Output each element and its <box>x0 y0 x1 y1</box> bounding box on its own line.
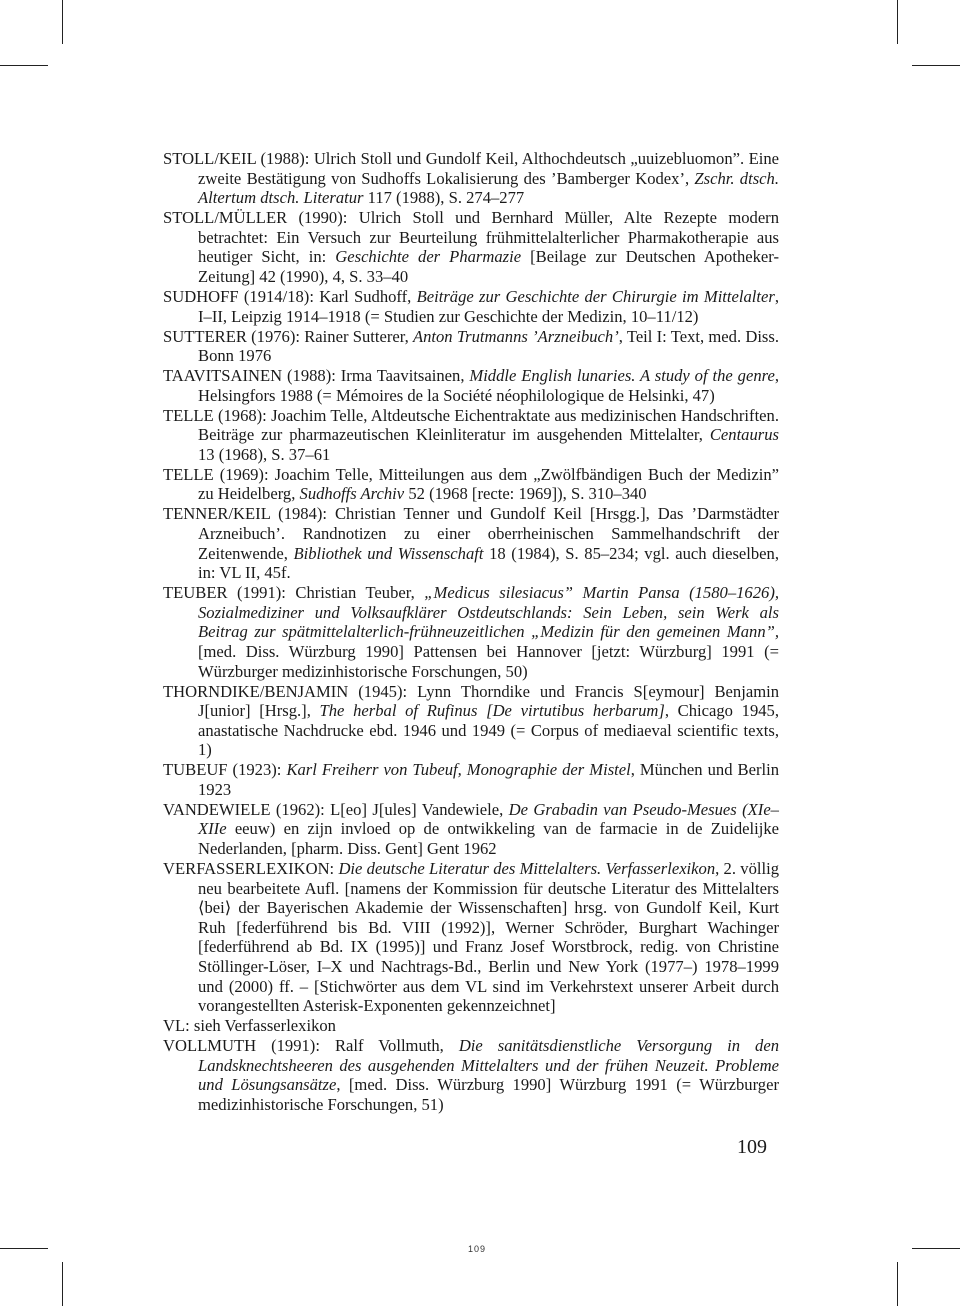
crop-mark <box>912 65 960 66</box>
bib-entry: VANDEWIELE (1962): L[eo] J[ules] Vandewiele, De Grabadin van Pseudo-Mesues (XIe–XIIe eeuw) en zijn invloed op de ontwikkeling van de farmacie in de Zuidelijke Nederlanden, [pharm. Diss. Gent] Gent 1962 <box>163 799 779 859</box>
bib-entry: VOLLMUTH (1991): Ralf Vollmuth, Die sanitätsdienstliche Versorgung in den Landsknechtsheeren des ausgehenden Mittelalters und der frühen Neuzeit. Probleme und Lösungsansätze, [med. Diss. Würzburg 1990] Würzburg 1991 (= Würzburger medizinhistorische Forschungen, 51) <box>163 1036 780 1114</box>
bib-entry: TELLE (1969): Joachim Telle, Mitteilungen aus dem „Zwölfbändigen Buch der Medizin” zu Heidelberg, Sudhoffs Archiv 52 (1968 [recte: 1969]), S. 310–340 <box>163 464 780 504</box>
bib-entry: SUDHOFF (1914/18): Karl Sudhoff, Beiträge zur Geschichte der Chirurgie im Mittelalter, I–II, Leipzig 1914–1918 (= Studien zur Geschichte der Medizin, 10–11/12) <box>163 286 779 326</box>
crop-mark <box>62 1262 63 1306</box>
crop-mark <box>897 0 898 44</box>
crop-mark <box>897 1262 898 1306</box>
bibliography <box>163 149 779 1115</box>
bib-entry: TENNER/KEIL (1984): Christian Tenner und Gundolf Keil [Hrsgg.], Das ’Darmstädter Arzneibuch’. Randnotizen zu einer oberrheinischen Sammelhandschrift der Zeitenwende, Bibliothek und Wissenschaft 18 (1984), S. 85–234; vgl. auch dieselben, in: VL II, 45f. <box>163 504 779 583</box>
bib-entry: VL: sieh Verfasserlexikon <box>163 1016 336 1036</box>
crop-mark <box>62 0 63 44</box>
bib-entry: THORNDIKE/BENJAMIN (1945): Lynn Thorndike und Francis S[eymour] Benjamin J[unior] [Hrsg.], The herbal of Rufinus [De virtutibus herbarum], Chicago 1945, anastatische Nachdrucke ebd. 1946 und 1949 (= Corpus of mediaeval scientific texts, 1) <box>163 681 780 760</box>
bib-entry: STOLL/MÜLLER (1990): Ulrich Stoll und Bernhard Müller, Alte Rezepte modern betrachtet: Ein Versuch zur Beurteilung frühmittelalterlicher Pharmakotherapie aus heutiger Sicht, in: Geschichte der Pharmazie [Beilage zur Deutschen Apotheker-Zeitung] 42 (1990), 4, S. 33–40 <box>163 208 780 286</box>
bib-entry: TELLE (1968): Joachim Telle, Altdeutsche Eichentraktate aus medizinischen Handschriften. Beiträge zur pharmazeutischen Kleinliteratur im ausgehenden Mittelalter, Centaurus 13 (1968), S. 37–61 <box>163 405 779 464</box>
bib-entry: STOLL/KEIL (1988): Ulrich Stoll und Gundolf Keil, Althochdeutsch „uuizebluomon”. Eine zweite Bestätigung von Sudhoffs Lokalisierung des ’Bamberger Kodex’, Zschr. dtsch. Altertum dtsch. Literatur 117 (1988), S. 274–277 <box>163 149 779 208</box>
crop-mark <box>912 1248 960 1249</box>
bib-entry: SUTTERER (1976): Rainer Sutterer, Anton Trutmanns ’Arzneibuch’, Teil I: Text, med. Diss. Bonn 1976 <box>163 326 779 366</box>
page-number: 109 <box>737 1136 767 1158</box>
bib-entry: TAAVITSAINEN (1988): Irma Taavitsainen, Middle English lunaries. A study of the genre, Helsingfors 1988 (= Mémoires de la Société néophilologique de Helsinki, 47) <box>163 366 779 405</box>
crop-mark <box>0 1248 48 1249</box>
bib-entry: TEUBER (1991): Christian Teuber, „Medicus silesiacus” Martin Pansa (1580–1626), Sozialmediziner und Volksaufklärer Ostdeutschlands: Sein Leben, sein Werk als Beitrag zur spätmittelalterlich-frühneuzeitlichen „Medizin für den gemeinen Mann”, [med. Diss. Würzburg 1990] Pattensen bei Hannover [jetzt: Würzburg] 1991 (= Würzburger medizinhistorische Forschungen, 50) <box>163 583 779 681</box>
crop-mark <box>0 65 48 66</box>
footer-page-number: 109 <box>468 1244 487 1254</box>
bib-entry: TUBEUF (1923): Karl Freiherr von Tubeuf, Monographie der Mistel, München und Berlin 1923 <box>163 760 779 799</box>
bib-entry: VERFASSERLEXIKON: Die deutsche Literatur des Mittelalters. Verfasserlexikon, 2. völlig neu bearbeitete Aufl. [namens der Kommission für deutsche Literatur des Mittelalters ⟨bei⟩ der Bayerischen Akademie der Wissenschaften] hrsg. von Gundolf Keil, Kurt Ruh [federführend bis Bd. VIII (1992)], Werner Schröder, Burghart Wachinger [federführend ab Bd. IX (1995)] und Franz Josef Worstbrock, redig. von Christine Stöllinger-Löser, I–X und Nachtrags-Bd., Berlin und New York (1977–) 1978–1999 und (2000) ff. – [Stichwörter aus dem VL sind im Verkehrstext unserer Arbeit durch vorangestellten Asterisk-Exponenten gekennzeichnet] <box>163 859 779 1016</box>
